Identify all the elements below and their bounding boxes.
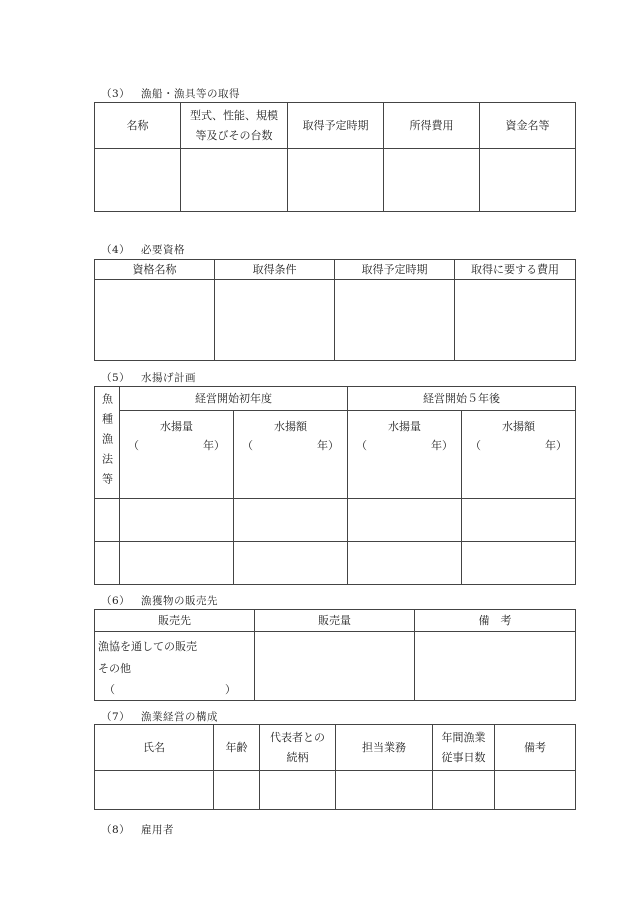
cell[interactable]	[120, 542, 234, 585]
cell[interactable]	[455, 280, 576, 361]
header-cost: 取得に要する費用	[455, 260, 576, 280]
header-name: 氏名	[95, 725, 214, 771]
header-buyer: 販売先	[95, 610, 255, 632]
qualification-table	[94, 259, 576, 361]
header-year5: 経営開始５年後	[348, 387, 576, 411]
cell[interactable]	[95, 280, 215, 361]
cell[interactable]	[215, 280, 335, 361]
header-days: 年間漁業 従事日数	[433, 725, 495, 771]
header-name: 名称	[95, 103, 181, 149]
header-volume: 販売量	[255, 610, 415, 632]
header-note: 備考	[495, 725, 576, 771]
section-3-title: （3） 漁船・漁具等の取得	[101, 88, 240, 100]
header-condition: 取得条件	[215, 260, 335, 280]
cell[interactable]	[384, 149, 480, 212]
header-schedule: 取得予定時期	[335, 260, 455, 280]
cell[interactable]	[95, 149, 181, 212]
cell[interactable]	[120, 499, 234, 542]
cell[interactable]	[288, 149, 384, 212]
cell[interactable]	[255, 632, 415, 701]
header-qualification: 資格名称	[95, 260, 215, 280]
section-8-title: （8） 雇用者	[101, 824, 174, 836]
species-header: 魚種漁法等	[95, 387, 120, 499]
section-7-title: （7） 漁業経営の構成	[101, 711, 218, 723]
header-fund: 資金名等	[480, 103, 576, 149]
header-amount-5: 水揚量 （ 年）	[348, 411, 462, 499]
cell[interactable]	[95, 542, 120, 585]
landing-plan-table	[94, 386, 576, 585]
cell[interactable]	[214, 771, 260, 810]
header-relation: 代表者との 続柄	[260, 725, 336, 771]
management-table	[94, 724, 576, 810]
sales-table	[94, 609, 576, 701]
header-year1: 経営開始初年度	[120, 387, 348, 411]
cell[interactable]	[348, 499, 462, 542]
header-amount-1: 水揚量 （ 年）	[120, 411, 234, 499]
header-schedule: 取得予定時期	[288, 103, 384, 149]
cell[interactable]	[335, 280, 455, 361]
cell[interactable]	[260, 771, 336, 810]
header-value-5: 水揚額 （ 年）	[462, 411, 576, 499]
cell[interactable]	[234, 542, 348, 585]
cell[interactable]	[462, 499, 576, 542]
cell[interactable]	[415, 632, 576, 701]
cell[interactable]	[480, 149, 576, 212]
cell[interactable]	[462, 542, 576, 585]
header-remarks: 備 考	[415, 610, 576, 632]
section-6-title: （6） 漁獲物の販売先	[101, 595, 218, 607]
cell[interactable]	[433, 771, 495, 810]
cell[interactable]	[95, 771, 214, 810]
cell[interactable]	[181, 149, 288, 212]
acquisition-table	[94, 102, 576, 212]
header-value-1: 水揚額 （ 年）	[234, 411, 348, 499]
section-5-title: （5） 水揚げ計画	[101, 372, 196, 384]
cell[interactable]	[348, 542, 462, 585]
buyer-cell[interactable]: 漁協を通しての販売 その他 （ ）	[95, 632, 255, 701]
cell[interactable]	[336, 771, 433, 810]
section-4-title: （4） 必要資格	[101, 244, 185, 256]
header-age: 年齢	[214, 725, 260, 771]
header-cost: 所得費用	[384, 103, 480, 149]
header-duty: 担当業務	[336, 725, 433, 771]
header-model: 型式、性能、規模 等及びその台数	[181, 103, 288, 149]
cell[interactable]	[95, 499, 120, 542]
cell[interactable]	[495, 771, 576, 810]
cell[interactable]	[234, 499, 348, 542]
